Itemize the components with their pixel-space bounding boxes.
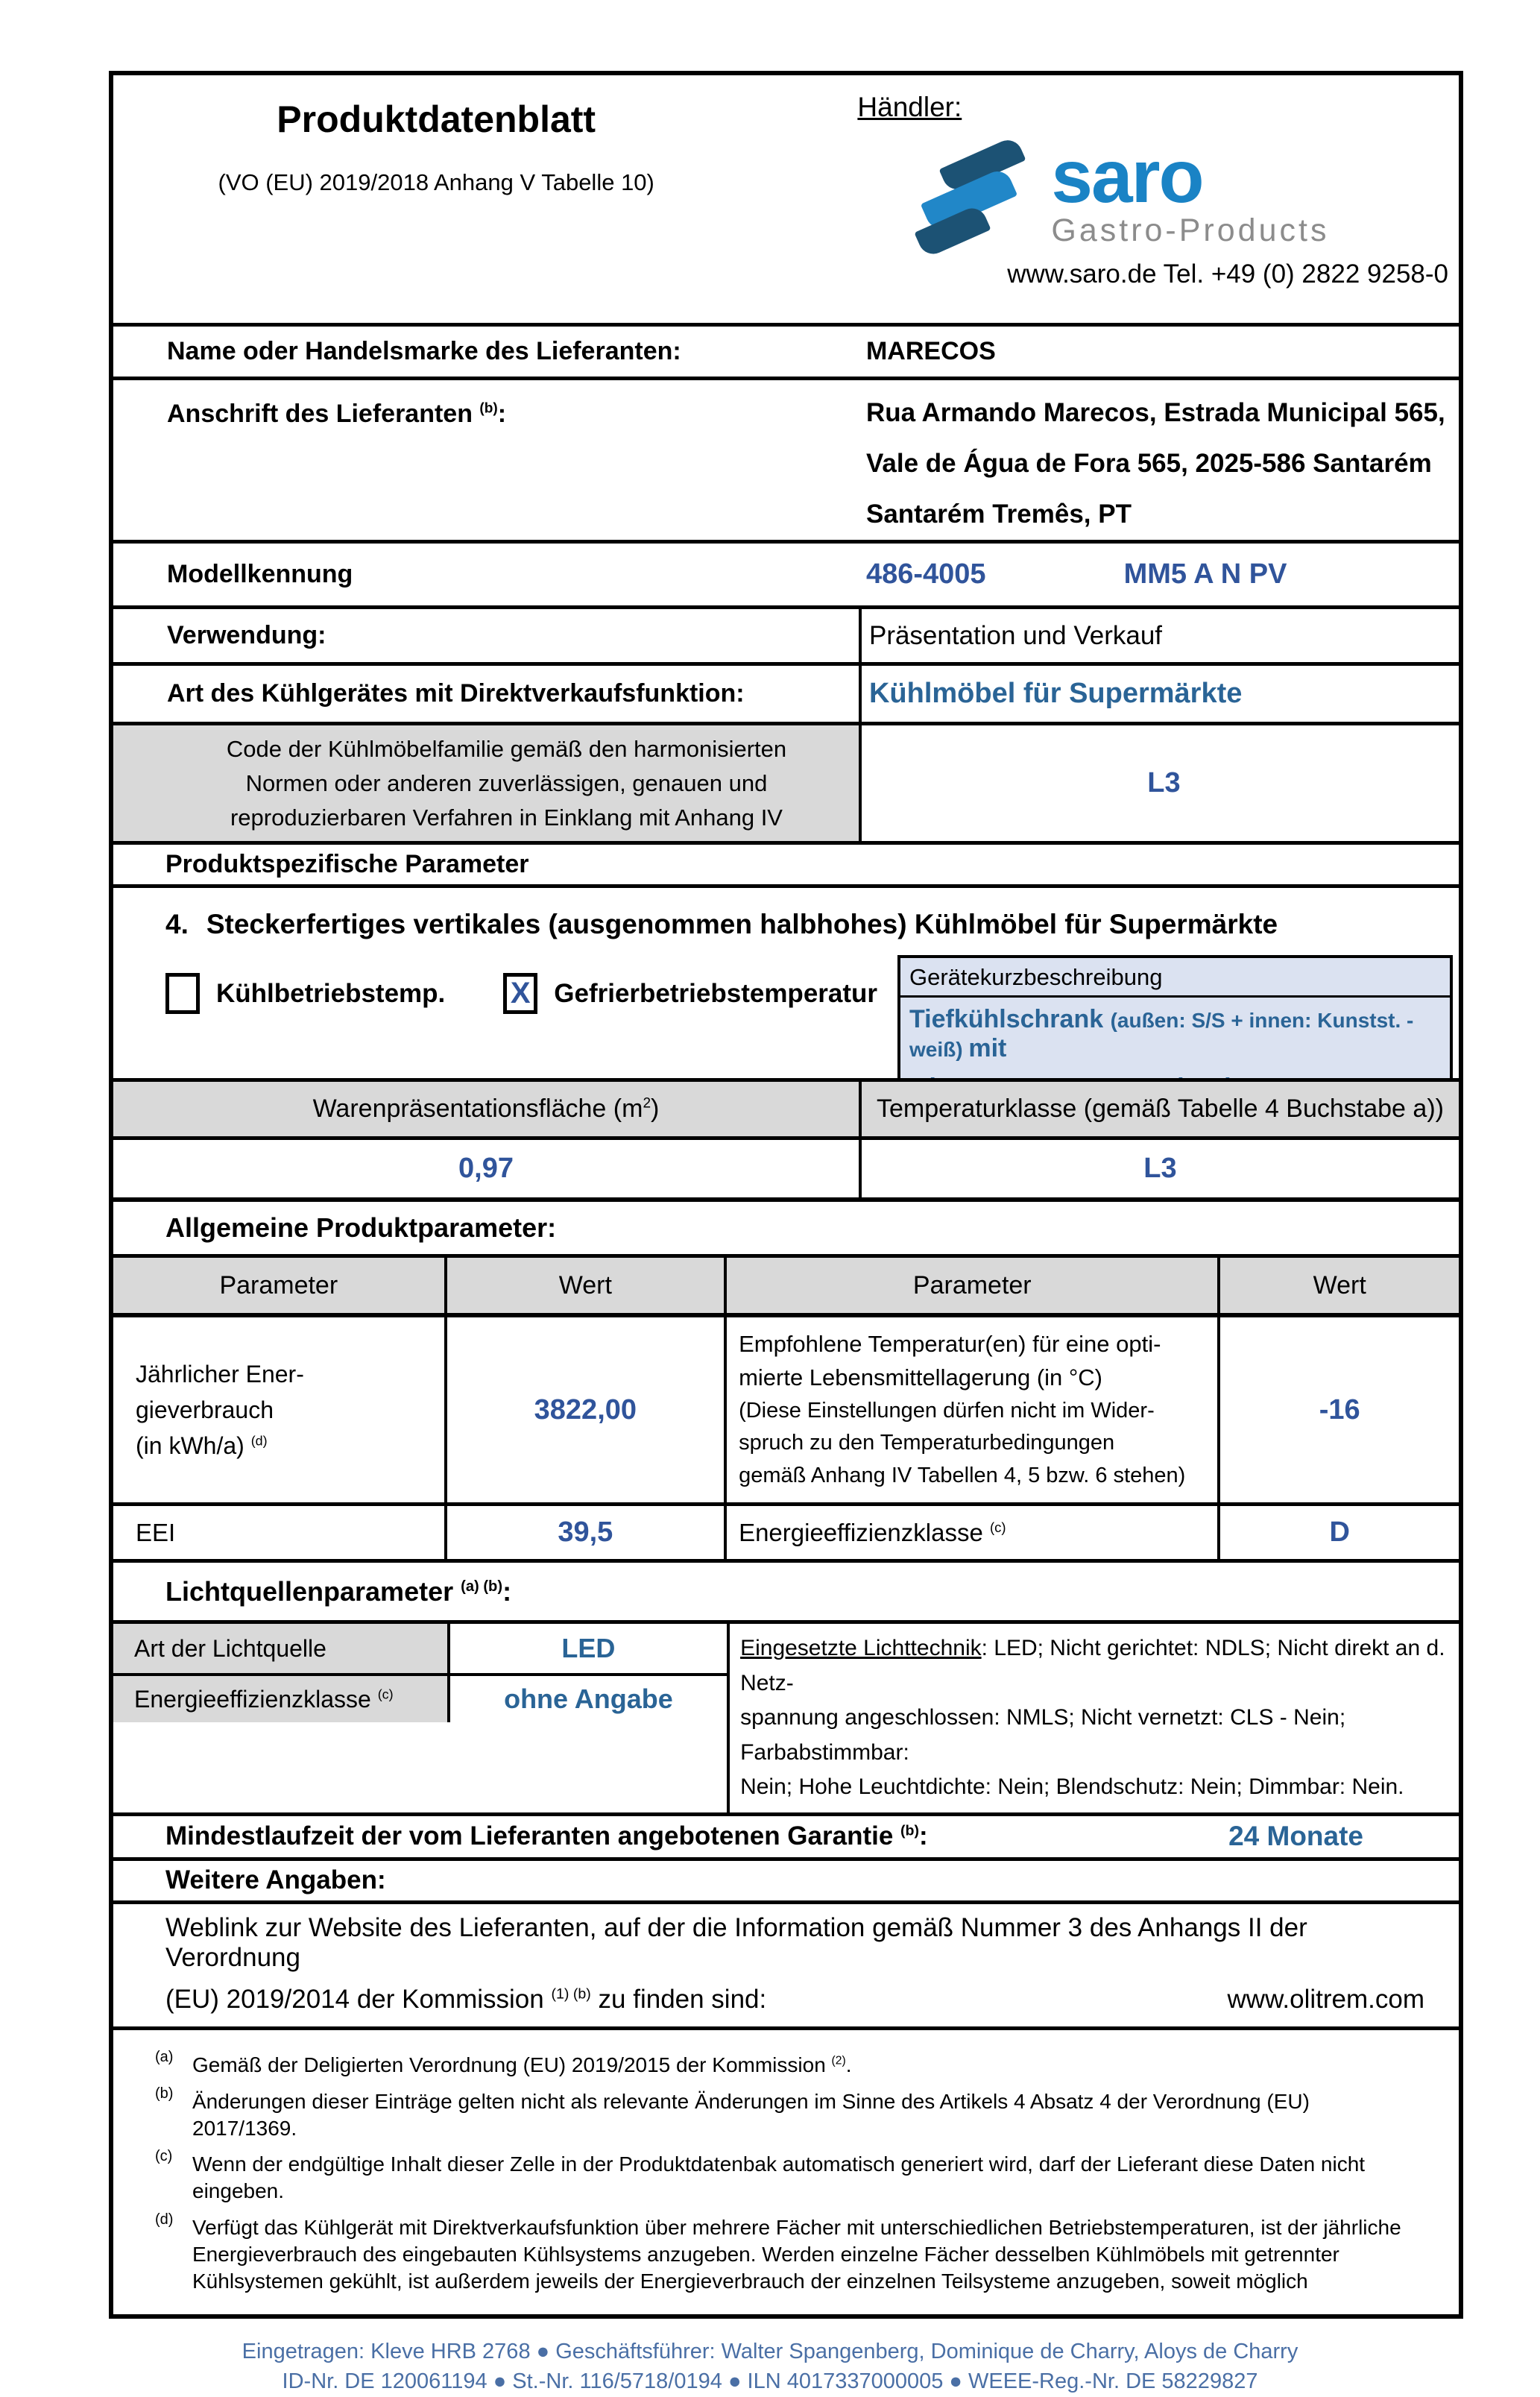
model-name: MM5 A N PV <box>1123 558 1287 590</box>
general-params-heading: Allgemeine Produktparameter: <box>113 1197 1459 1254</box>
light-params-heading: Lichtquellenparameter $^{(a) (b)}$: <box>113 1559 1459 1620</box>
params-table-row-energy <box>113 1317 1459 1502</box>
eei-value: 39,5 <box>447 1506 727 1559</box>
device-description-header: Gerätekurzbeschreibung <box>900 958 1450 998</box>
col-header-wert-1: Wert <box>447 1258 727 1313</box>
device-type-value: Kühlmöbel für Supermärkte <box>859 666 1459 722</box>
footnote-a-mark: (a) <box>155 2048 174 2065</box>
light-source-type-value: LED <box>447 1624 727 1673</box>
supplier-name-value: MARECOS <box>865 337 996 365</box>
weblink-text-line2: (EU) 2019/2014 der Kommission $^{(1) (b)}$ zu finden sind: www.olitrem.com <box>165 1984 1424 2014</box>
address-line-3: Santarém Tremês, PT <box>865 500 1132 529</box>
family-code-row <box>113 722 1459 841</box>
supplier-website-url: www.olitrem.com <box>1227 1984 1424 2014</box>
additional-info-heading: Weitere Angaben: <box>113 1857 1459 1900</box>
recommended-temp-value: -16 <box>1319 1393 1360 1426</box>
model-value <box>859 544 1459 605</box>
footnote-d-mark: (d) <box>155 2211 174 2229</box>
dealer-label: Händler: <box>857 92 962 122</box>
address-line-2: Vale de Água de Fora 565, 2025-586 Santarém <box>865 449 1432 478</box>
temperature-class-label: Temperaturklasse (gemäß Tabelle 4 Buchstabe a)) <box>859 1082 1459 1136</box>
checkbox-cooling-label: Kühlbetriebstemp. <box>216 978 446 1008</box>
device-description-line1: Tiefkühlschrank (außen: S/S + innen: Kunstst. - weiß) mit <box>909 1005 1414 1062</box>
model-label: Modellkennung <box>167 560 353 588</box>
display-area-value-row <box>113 1136 1459 1197</box>
annual-energy-label: Jährlicher Ener- gieverbrauch (in kWh/a) $^{(d)}$ <box>113 1317 447 1502</box>
col-header-parameter-2: Parameter <box>727 1258 1220 1313</box>
section-number: 4. <box>165 909 189 939</box>
supplier-address-label: Anschrift des Lieferanten $^{(b)}$: <box>167 400 507 428</box>
usage-value: Präsentation und Verkauf <box>859 609 1459 662</box>
footnote-a <box>155 2048 1420 2079</box>
checkbox-cooling-temp <box>165 973 200 1014</box>
light-params-left <box>113 1624 727 1812</box>
col-header-wert-2: Wert <box>1220 1258 1458 1313</box>
weblink-text-line1: Weblink zur Website des Lieferanten, auf der die Information gemäß Nummer 3 des Anhangs II der Verordnung <box>165 1912 1307 1972</box>
checkbox-freezing-label: Gefrierbetriebstemperatur <box>554 978 878 1008</box>
footnote-d-text: Verfügt das Kühlgerät mit Direktverkaufsfunktion über mehrere Fächer mit unterschiedlichen Betriebstemperaturen, ist der jährliche Energieverbrauch des eingebauten Kühlsystems anzugeben. Werden einzelne Fächer desselben Kühlmöbels mit getrennter Kühlsystemen gekühlt, ist außerdem jeweils der Energieverbrauch der einzelnen Teilsysteme anzugeben, soweit möglich <box>192 2216 1401 2293</box>
light-energy-class-label: Energieeffizienzklasse $^{(c)}$ <box>113 1676 447 1722</box>
section-4 <box>113 884 1459 1078</box>
light-energy-class-row <box>113 1673 727 1722</box>
light-source-type-label: Art der Lichtquelle <box>113 1624 447 1673</box>
header-dealer-block <box>759 75 1459 289</box>
product-specific-heading: Produktspezifische Parameter <box>113 841 1459 884</box>
energy-class-value: D <box>1329 1516 1350 1549</box>
footnote-a-text: Gemäß der Deligierten Verordnung (EU) 2019/2015 der Kommission $^{(2)}$. <box>192 2053 852 2076</box>
warranty-value: 24 Monate <box>1228 1821 1363 1852</box>
display-area-header-row <box>113 1078 1459 1136</box>
supplier-address-row <box>113 377 1459 540</box>
eei-label: EEI <box>113 1506 447 1559</box>
page-subtitle: (VO (EU) 2019/2018 Anhang V Tabelle 10) <box>218 169 654 195</box>
address-line-1: Rua Armando Marecos, Estrada Municipal 565, <box>865 398 1445 427</box>
usage-row <box>113 605 1459 662</box>
device-type-label: Art des Kühlgerätes mit Direktverkaufsfunktion: <box>167 679 745 708</box>
light-energy-class-value: ohne Angabe <box>447 1676 727 1722</box>
light-params-table <box>113 1620 1459 1812</box>
light-tech-term: Eingesetzte Lichttechnik <box>740 1636 982 1661</box>
logo-tagline: Gastro-Products <box>1051 212 1330 248</box>
general-params-table <box>113 1254 1459 1559</box>
saro-logo <box>921 135 1459 249</box>
footnote-c-text: Wenn der endgültige Inhalt dieser Zelle in der Produktdatenbak automatisch generiert wird, darf der Lieferant diese Daten nicht eingeben. <box>192 2152 1366 2203</box>
supplier-name-label: Name oder Handelsmarke des Lieferanten: <box>167 337 681 365</box>
dealer-contact-line: www.saro.de Tel. +49 (0) 2822 9258-0 <box>1007 259 1448 289</box>
energy-class-label: Energieeffizienzklasse $^{(c)}$ <box>727 1506 1220 1559</box>
checkbox-freezing-temp: X <box>503 973 537 1014</box>
page-title: Produktdatenblatt <box>277 98 596 140</box>
recommended-temp-label: Empfohlene Temperatur(en) für eine opti- mierte Lebensmittellagerung (in °C) (Diese Einstellungen dürfen nicht im Wider- spruch zu den Temperaturbedingungen gemäß Anhang IV Tabellen 4, 5 bzw. 6 stehen) <box>727 1317 1220 1502</box>
warranty-row <box>113 1812 1459 1857</box>
footer-line1: Eingetragen: Kleve HRB 2768 ● Geschäftsführer: Walter Spangenberg, Dominique de Charry, Aloys de Charry <box>242 2339 1298 2363</box>
supplier-address-value <box>859 380 1459 540</box>
header <box>113 75 1459 323</box>
model-code: 486-4005 <box>865 558 986 590</box>
footnote-ref-b: (b) <box>479 400 498 417</box>
section-title: Steckerfertiges vertikales (ausgenommen halbhohes) Kühlmöbel für Supermärkte <box>206 909 1278 939</box>
footnote-c <box>155 2148 1420 2205</box>
footnote-b <box>155 2085 1420 2142</box>
footnotes <box>113 2026 1459 2314</box>
warranty-label: Mindestlaufzeit der vom Lieferanten angebotenen Garantie $^{(b)}$: <box>165 1821 928 1851</box>
device-type-row <box>113 662 1459 722</box>
params-table-header <box>113 1258 1459 1317</box>
weblink-row <box>113 1900 1459 2026</box>
saro-s-icon <box>921 142 1033 247</box>
annual-energy-value: 3822,00 <box>447 1317 727 1502</box>
product-datasheet <box>109 71 1463 2319</box>
family-code-label: Code der Kühlmöbelfamilie gemäß den harmonisierten Normen oder anderen zuverlässigen, genauen und reproduzierbaren Verfahren in Einklang mit Anhang IV <box>113 725 859 841</box>
footnote-c-mark: (c) <box>155 2148 173 2165</box>
footnote-b-text: Änderungen dieser Einträge gelten nicht als relevante Änderungen im Sinne des Artikels 4 Absatz 4 der Verordnung (EU) 2017/1369. <box>192 2089 1310 2140</box>
header-title-block <box>113 75 759 196</box>
footer-line2: ID-Nr. DE 120061194 ● St.-Nr. 116/5718/0194 ● ILN 4017337000005 ● WEEE-Reg.-Nr. DE 58229827 <box>282 2369 1258 2394</box>
display-area-value: 0,97 <box>458 1153 514 1184</box>
section-4-heading <box>113 888 1459 940</box>
col-header-parameter-1: Parameter <box>113 1258 447 1313</box>
footnote-d <box>155 2211 1420 2294</box>
params-table-row-eei <box>113 1502 1459 1559</box>
temperature-class-value: L3 <box>859 1140 1459 1197</box>
family-code-value: L3 <box>859 725 1459 841</box>
model-row <box>113 540 1459 605</box>
light-technology-note: Eingesetzte Lichttechnik: LED; Nicht gerichtet: NDLS; Nicht direkt an d. Netz- spannung angeschlossen: NMLS; Nicht vernetzt: CLS - Nein; Farbabstimmbar: Nein; Hohe Leuchtdichte: Nein; Blendschutz: Nein; Dimmbar: Nein. <box>727 1624 1459 1812</box>
logo-text <box>1051 135 1330 249</box>
supplier-name-row <box>113 323 1459 377</box>
logo-brand: saro <box>1051 135 1203 218</box>
footnote-b-mark: (b) <box>155 2085 174 2102</box>
display-area-label: Warenpräsentationsfläche $(m^2)$ <box>113 1082 859 1136</box>
light-source-type-row <box>113 1624 727 1673</box>
usage-label: Verwendung: <box>167 621 326 649</box>
page-footer <box>0 2337 1540 2397</box>
